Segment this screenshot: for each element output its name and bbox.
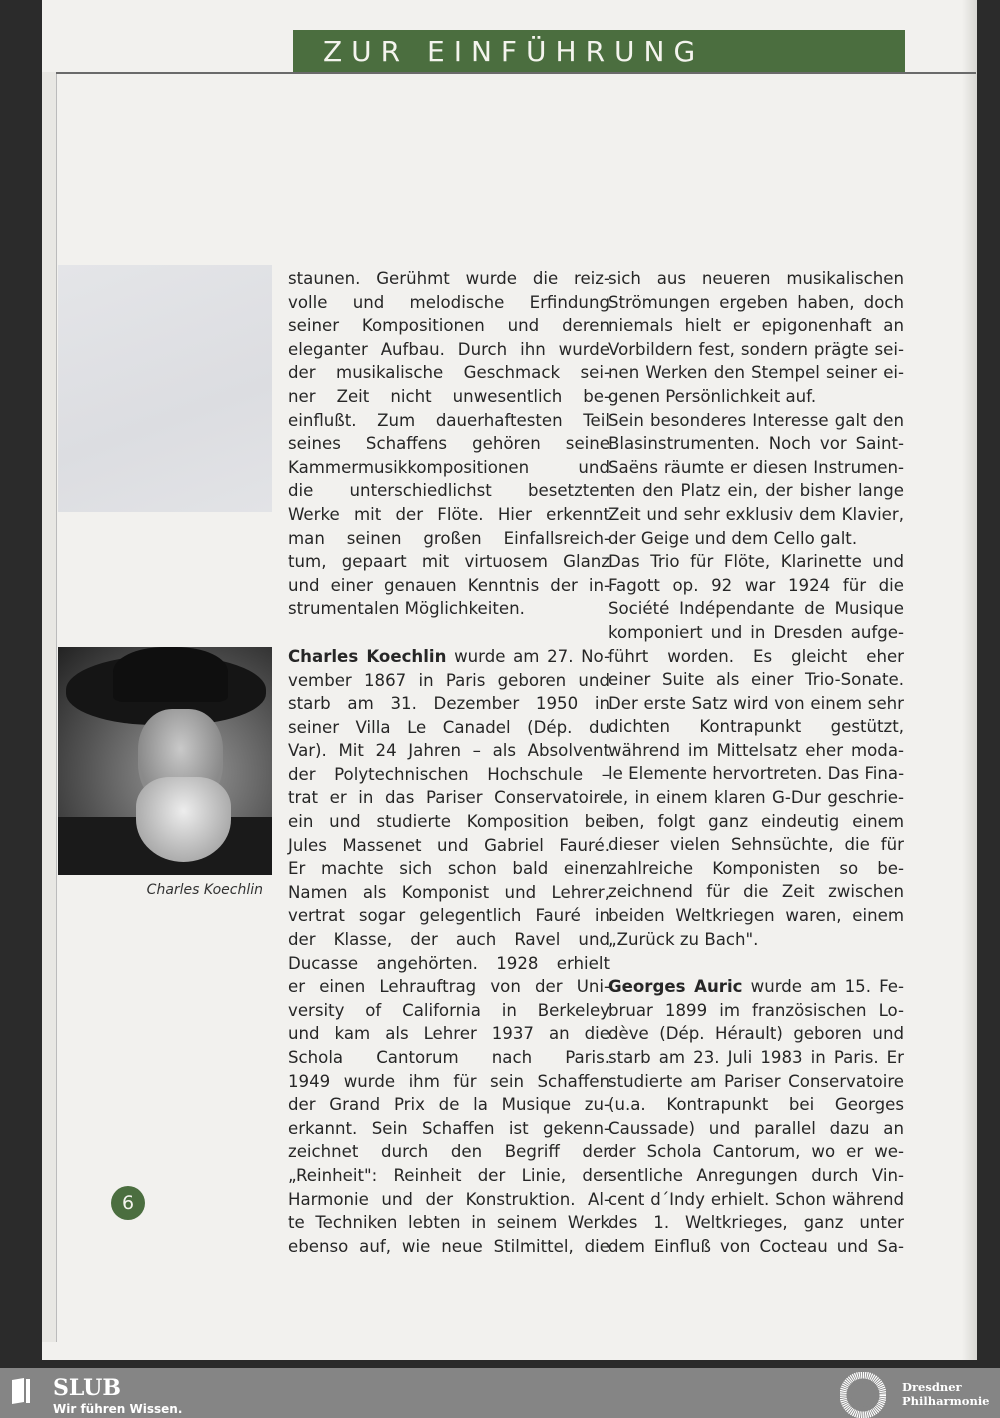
text-line: und kam als Lehrer 1937 an die (288, 1024, 610, 1044)
text-line: der musikalische Geschmack sei- (288, 363, 610, 383)
text-line: Harmonie und der Konstruktion. Al- (288, 1189, 610, 1209)
text-line: dieser vielen Sehnsüchte, die für (608, 835, 904, 855)
text-line: Jules Massenet und Gabriel Fauré. (288, 835, 610, 855)
text-line: erkannt. Sein Schaffen ist gekenn- (288, 1118, 610, 1138)
slub-tagline: Wir führen Wissen. (53, 1402, 183, 1416)
text-line: Er machte sich schon bald einen (288, 859, 610, 879)
text-line: der Schola Cantorum, wo er we- (608, 1142, 904, 1162)
text-line: sentliche Anregungen durch Vin- (608, 1165, 904, 1185)
page-fold-shadow (962, 0, 977, 1360)
text-line: te Techniken lebten in seinem Werk (288, 1213, 610, 1233)
slub-logo-text[interactable]: SLUB (53, 1375, 121, 1401)
text-line: Sein besonderes Interesse galt den (608, 410, 904, 430)
text-line: einer Suite als einer Trio-Sonate. (608, 670, 904, 690)
text-line: cent d´Indy erhielt. Schon während (608, 1189, 904, 1209)
text-line: und einer genauen Kenntnis der in- (288, 575, 610, 595)
text-line: Ducasse angehörten. 1928 erhielt (288, 953, 610, 973)
text-line: Blasinstrumenten. Noch vor Saint- (608, 434, 904, 454)
text-line: der Polytechnischen Hochschule – (288, 764, 610, 784)
text-line: der Klasse, der auch Ravel und (288, 930, 610, 950)
text-line: zahlreiche Komponisten so be- (608, 858, 904, 878)
text-line: dève (Dép. Hérault) geboren und (608, 1024, 904, 1044)
text-line: versity of California in Berkeley (288, 1000, 610, 1020)
text-line: man seinen großen Einfallsreich- (288, 528, 610, 548)
scan-border (0, 1360, 1000, 1368)
text-line: Caussade) und parallel dazu an (608, 1118, 904, 1138)
text-line: nen Werken den Stempel seiner ei- (608, 363, 904, 383)
text-column-2 (608, 267, 904, 1258)
text-line: führt worden. Es gleicht eher (608, 646, 904, 666)
paragraph (608, 267, 904, 409)
text-line: während im Mittelsatz eher moda- (608, 740, 904, 760)
bold-name: Charles Koechlin (288, 646, 447, 666)
text-line: dichten Kontrapunkt gestützt, (608, 717, 904, 737)
header-rule (56, 72, 976, 74)
slub-book-icon (10, 1377, 32, 1405)
paragraph (288, 267, 610, 621)
text-line: Vorbildern fest, sondern prägte sei- (608, 339, 904, 359)
text-line: seines Schaffens gehören seine (288, 434, 610, 454)
page-edge (42, 72, 57, 1342)
text-line: starb am 23. Juli 1983 in Paris. Er (608, 1048, 904, 1067)
text-line: Werke mit der Flöte. Hier erkennt (288, 504, 610, 524)
paragraph: Georges Auric wurde am 15. Fe- bruar 1899 im französischen Lo- dève (Dép. Hérault) geboren und starb am 23. Juli 1983 in Paris. Er studierte am Pariser Conservatoire (u.a. Kontrapunkt bei Georges Caussade) und parallel dazu an der Schola Cantorum, wo er we- sentliche Anregungen durch Vin- cent d´Indy erhielt. Schon während des 1. Weltkrieges, ganz unter dem Einfluß von Cocteau und Sa- (608, 975, 904, 1258)
text-line: sich aus neueren musikalischen (608, 269, 904, 288)
text-line: Fagott op. 92 war 1924 für die (608, 575, 904, 595)
text-line: starb am 31. Dezember 1950 in (288, 694, 610, 714)
text-line: vertrat sogar gelegentlich Fauré in (288, 906, 610, 926)
faded-portrait-image (58, 265, 272, 512)
page-number: 6 (111, 1186, 145, 1220)
text-line: Zeit und sehr exklusiv dem Klavier, (608, 504, 904, 524)
text-line: seiner Villa Le Canadel (Dép. du (288, 717, 610, 737)
text-line: staunen. Gerühmt wurde die reiz- (288, 269, 610, 288)
footer-bar (0, 1368, 1000, 1418)
text-line: Saëns räumte er diesen Instrumen- (608, 457, 904, 477)
text-line: genen Persönlichkeit auf. (608, 386, 817, 406)
paragraph (608, 409, 904, 551)
text-line: volle und melodische Erfindung (288, 292, 610, 312)
text-line: ten den Platz ein, der bisher lange (608, 481, 904, 501)
text-column-1 (288, 267, 610, 1258)
philharmonie-logo-icon (840, 1372, 886, 1418)
text-line: (u.a. Kontrapunkt bei Georges (608, 1095, 904, 1115)
text-line: er einen Lehrauftrag von der Uni- (288, 977, 610, 997)
text-line: eleganter Aufbau. Durch ihn wurde (288, 339, 610, 359)
text-line: der Grand Prix de la Musique zu- (288, 1095, 610, 1115)
text-line: beiden Weltkriegen waren, einem (608, 906, 904, 926)
text-line: Schola Cantorum nach Paris. (288, 1048, 610, 1067)
portrait-caption: Charles Koechlin (146, 882, 263, 898)
text-line: einflußt. Zum dauerhaftesten Teil (288, 410, 610, 430)
text-line: Strömungen ergeben haben, doch (608, 292, 904, 312)
text-line: Namen als Komponist und Lehrer, (288, 882, 610, 902)
text-line: ben, folgt ganz eindeutig einem (608, 811, 904, 831)
paragraph (608, 550, 904, 951)
koechlin-portrait-image (58, 647, 272, 875)
text-line: 1949 wurde ihm für sein Schaffen (288, 1071, 610, 1091)
text-line: ner Zeit nicht unwesentlich be- (288, 386, 610, 406)
text-line: „Zurück zu Bach". (608, 929, 759, 949)
text-line: vember 1867 in Paris geboren und (288, 670, 610, 690)
text-line: die unterschiedlichst besetzten (288, 481, 610, 501)
text-line: dem Einfluß von Cocteau und Sa- (608, 1236, 904, 1256)
text-line: „Reinheit": Reinheit der Linie, der (288, 1165, 610, 1185)
text-line: strumentalen Möglichkeiten. (288, 599, 525, 619)
paragraph: Charles Koechlin wurde am 27. No- vember 1867 in Paris geboren und starb am 31. Dezember 1950 in seiner Villa Le Canadel (Dép. du Var). Mit 24 Jahren – als Absolvent der Polytechnischen Hochschule – trat er in das Pariser Conservatoire ein und studierte Komposition bei Jules Massenet und Gabriel Fauré. Er machte sich schon bald einen Namen als Komponist und Lehrer, vertrat sogar gelegentlich Fauré in der Klasse, der auch Ravel und Ducasse angehörten. 1928 erhielt er einen Lehrauftrag von der Uni- versity of California in Berkeley und kam als Lehrer 1937 an die Schola Cantorum nach Paris. 1949 wurde ihm für sein Schaffen der Grand Prix de la Musique zu- erkannt. Sein Schaffen ist gekenn- zeichnet durch den Begriff der „Reinheit": Reinheit der Linie, der Harmonie und der Konstruktion. Al- te Techniken lebten in seinem Werk ebenso auf, wie neue Stilmittel, die (288, 645, 610, 1258)
text-line: seiner Kompositionen und deren (288, 316, 610, 336)
text-line: studierte am Pariser Conservatoire (608, 1071, 904, 1091)
text-line: Kammermusikkompositionen und (288, 457, 610, 477)
text-line: zeichnet durch den Begriff der (288, 1142, 610, 1162)
philharmonie-logo-text[interactable]: Dresdner Philharmonie (902, 1380, 990, 1408)
text-line: Société Indépendante de Musique (608, 599, 904, 619)
text-line: le Elemente hervortreten. Das Fina- (608, 764, 905, 784)
text-line: Das Trio für Flöte, Klarinette und (608, 552, 904, 572)
text-line: des 1. Weltkrieges, ganz unter (608, 1213, 904, 1233)
text-line: ebenso auf, wie neue Stilmittel, die (288, 1236, 610, 1256)
text-line: niemals hielt er epigonenhaft an (608, 316, 904, 336)
text-line: komponiert und in Dresden aufge- (608, 622, 904, 642)
bold-name: Georges Auric (608, 977, 743, 997)
text-line: trat er in das Pariser Conservatoire (288, 788, 610, 808)
text-line: Der erste Satz wird von einem sehr (608, 693, 904, 713)
text-line: ein und studierte Komposition bei (288, 812, 610, 832)
text-line: bruar 1899 im französischen Lo- (608, 1000, 904, 1020)
text-line: zeichnend für die Zeit zwischen (608, 882, 904, 902)
text-line: le, in einem klaren G-Dur geschrie- (608, 788, 904, 808)
section-header: ZUR EINFÜHRUNG (293, 30, 905, 72)
text-line: der Geige und dem Cello galt. (608, 528, 858, 548)
text-line: tum, gepaart mit virtuosem Glanz (288, 552, 610, 572)
text-line: Var). Mit 24 Jahren – als Absolvent (288, 741, 610, 761)
